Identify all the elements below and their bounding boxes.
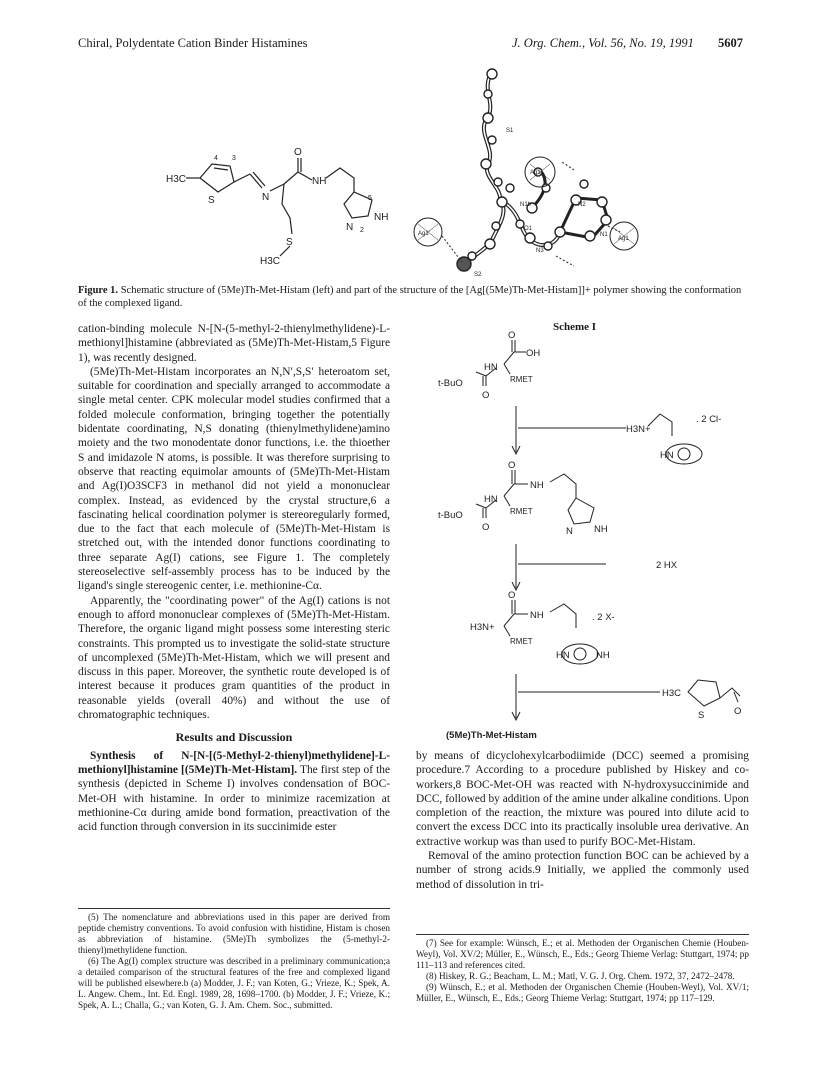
imidazole-n-label: N (346, 222, 354, 233)
imine-n-label: N (262, 192, 270, 203)
footnote-5: (5) The nomenclature and abbreviations used in this paper are derived from peptide chemistry conventions. To avoid confusion with histidine, Histam is chosen as abbreviation of histamine. (5Me)Th symbolizes the (5-methyl-2-thienyl)methylidene function. (78, 912, 390, 955)
s2-label: S2 (474, 272, 482, 278)
left-paragraph-2: (5Me)Th-Met-Histam incorporates an N,N′,S,S′ heteroatom set, suitable for coordination and specially arranged to accommodate a single metal center. CPK molecular model studies confirmed that a folded molecule conformation, bringing together the potentially bidentate coordinating, N,S donating (thienylmethylidene)amino moiety and the two monodentate donor functions, i.e. the thioether S and imidazole N atoms, is possible. It was therefore surprising to observe that reacting equimolar amounts of (5Me)Th-Met-Histam and Ag(I)O3SCF3 in methanol did not yield a mononuclear complex. Instead, as evidenced by the crystal structure,6 a fascinating helical coordination polymer is stereoregularly formed, due to the fact that each molecule of (5Me)Th-Met-Histam is stretched out, with the intended donor functions coordinating to three separate Ag(I) cations, see Figure 1. The completely stereoselective self-assembly process has to be induced by the ligand's single stereogenic center, i.e. methionine-Cα. (78, 365, 390, 593)
left-paragraph-3: Apparently, the "coordinating power" of the Ag(I) cations is not enough to afford mononuclear complexes of (5Me)Th-Met-Histam. Therefore, the organic ligand might possess some interesting steric constraints. This prompted us to investigate the solid-state structure of uncomplexed (5Me)Th-Met-Histam, which we will present and discuss in this paper. Moreover, the synthetic route developed is of interest because it produces gram quantities of the product in reasonable yields (overall 40%) and without the use of chromatographic techniques. (78, 594, 390, 722)
schematic-structure (166, 147, 388, 267)
scheme-1 (416, 330, 749, 741)
right-paragraph-1: by means of dicyclohexylcarbodiimide (DCC) seemed a promising procedure.7 According to a procedure published by Hiskey and co-workers,8 BOC-Met-OH was reacted with N-hydroxysuccinimide and DCC, followed by addition of the amine under alkaline conditions. Upon completion of the reaction, the mixture was poured into dilute acid to convert the excess DCC into its practically insoluble urea derivative. An extractive workup was than used to purify BOC-Met-Histam. (416, 750, 749, 848)
figure-1-label: Figure 1. (78, 285, 119, 296)
section-heading: Results and Discussion (175, 730, 293, 745)
scheme-nh2-label: NH (530, 480, 544, 491)
scheme-hn2-label: HN (484, 494, 498, 505)
n2-label: N2 (578, 202, 586, 208)
s1-label: S1 (506, 128, 514, 134)
scheme-oboc2-label: O (482, 522, 490, 533)
scheme-tbuo1-label: t-BuO (438, 378, 463, 389)
n3-label: N3 (536, 248, 544, 254)
footnotes-left (78, 908, 390, 1011)
scheme-oboc1-label: O (482, 390, 490, 401)
scheme-nh3b-label: NH (596, 650, 610, 661)
scheme-hn1-label: HN (484, 362, 498, 373)
scheme-n2-label: N (566, 526, 573, 537)
left-column (78, 322, 390, 834)
scheme-nh3-label: NH (530, 610, 544, 621)
thioether-s-label: S (286, 237, 293, 248)
scheme-title: Scheme I (553, 321, 597, 333)
scheme-hx-label: 2 HX (656, 560, 678, 571)
running-title: Chiral, Polydentate Cation Binder Histamines (78, 36, 308, 50)
scheme-cl-label: . 2 Cl- (696, 414, 722, 425)
scheme-nh-imid2-label: NH (594, 524, 608, 535)
scheme-h3n-reagent-label: H3N+ (626, 424, 651, 435)
position-2-label: 2 (360, 227, 364, 234)
figure-1-caption-text: Schematic structure of (5Me)Th-Met-Histam (left) and part of the structure of the [Ag[(5Me)Th-Met-Histam]]+ polymer showing the conformation of the complexed ligand. (78, 285, 742, 309)
amide-nh-label: NH (312, 176, 327, 187)
scheme-o3-label: O (508, 590, 516, 601)
ag1-label-top: Ag1 (530, 170, 541, 176)
scheme-rmet3-label: RMET (510, 637, 533, 646)
footnote-6: (6) The Ag(I) complex structure was described in a preliminary communication;a a detailed comparison of the structural features of the free and complexed ligand will be published elsewhere.b (a) Modder, J. F.; van Koten, G.; Vrieze, K.; Spek, A. L. Angew. Chem., Int. Ed. Engl. 1989, 28, 1698–1700. (b) Modder, J. F.; Vrieze, K.; Spek, A. L.; Challa, G.; van Koten, G. J. Am. Chem. Soc., submitted. (78, 956, 390, 1010)
scheme-hn-plus-label: HN (660, 450, 674, 461)
scheme-o2-label: O (508, 460, 516, 471)
ring-s-label: S (208, 195, 215, 206)
left-paragraph-4: The first step of the synthesis (depicted in Scheme I) involves condensation of BOC-Met-OH with histamine. In order to minimize racemization at methionine-Cα during amide bond formation, preactivation of the acid function through conversion in its succinimide ester (78, 763, 390, 834)
synthesis-subheading: Synthesis of N-[N-[(5-Methyl-2-thienyl)methylidene]-L-methionyl]histamine [(5Me)Th-Met-Histam]. (78, 749, 390, 776)
scheme-h3c-aldehyde-label: H3C (662, 688, 682, 699)
position-5-label: 5 (368, 195, 372, 202)
n1-label: N1 (600, 232, 608, 238)
scheme-x-label: . 2 X- (592, 612, 615, 623)
scheme-o-aldehyde-label: O (734, 706, 742, 717)
amide-o-label: O (294, 147, 302, 158)
scheme-product-label: (5Me)Th-Met-Histam (446, 730, 537, 741)
scheme-hn3-label: HN (556, 650, 570, 661)
scheme-rmet1-label: RMET (510, 375, 533, 384)
scheme-oh-label: OH (526, 348, 541, 359)
scheme-rmet2-label: RMET (510, 507, 533, 516)
right-column (416, 749, 749, 892)
journal-citation: J. Org. Chem., Vol. 56, No. 19, 1991 (512, 36, 694, 50)
imidazole-nh-label: NH (374, 212, 389, 223)
footnote-8: (8) Hiskey, R. G.; Beacham, L. M.; Matl, V. G. J. Org. Chem. 1972, 37, 2472–2478. (426, 971, 735, 981)
figure-1 (0, 60, 823, 282)
crystal-structure-drawing (414, 69, 638, 278)
n1b-label: N1b (520, 202, 532, 208)
h3c-bottom-label: H3C (260, 256, 281, 267)
scheme-h3n3-label: H3N+ (470, 622, 495, 633)
h3c-left-label: H3C (166, 174, 187, 185)
o1-label: O1 (524, 226, 533, 232)
footnotes-right (416, 934, 749, 1004)
ag1-prime-label: Ag1' (418, 231, 430, 237)
page-number: 5607 (718, 36, 743, 50)
scheme-tbuo2-label: t-BuO (438, 510, 463, 521)
footnote-7: (7) See for example: Wünsch, E.; et al. Methoden der Organischen Chemie (Houben-Weyl), Vol. XV/2; Müller, E., Wünsch, E., Eds.; Georg Thieme Verlag: Stuttgart, 1974; pp 111–113 and references cited. (416, 938, 749, 970)
scheme-o1-label: O (508, 330, 516, 341)
footnote-9: (9) Wünsch, E.; et al. Methoden der Organischen Chemie (Houben-Weyl), Vol. XV/1; Müller, E., Wünsch, E., Eds.; Georg Thieme Verlag: Stuttgart, 1974; pp 117–129. (416, 982, 749, 1003)
position-4-label: 4 (214, 155, 218, 162)
scheme-s-aldehyde-label: S (698, 710, 705, 721)
right-paragraph-2: Removal of the amino protection function BOC can be achieved by a number of strong acids.9 Initially, we applied the commonly used method of dissolution in tri- (416, 850, 749, 891)
position-3-label: 3 (232, 155, 236, 162)
ag1-label-right: Ag1 (618, 236, 629, 242)
figure-1-caption (78, 284, 750, 310)
left-paragraph-1: cation-binding molecule N-[N-(5-methyl-2-thienylmethylidene)-L-methionyl]histamine (abbreviated as (5Me)Th-Met-Histam,5 Figure 1), was recently designed. (78, 323, 390, 364)
